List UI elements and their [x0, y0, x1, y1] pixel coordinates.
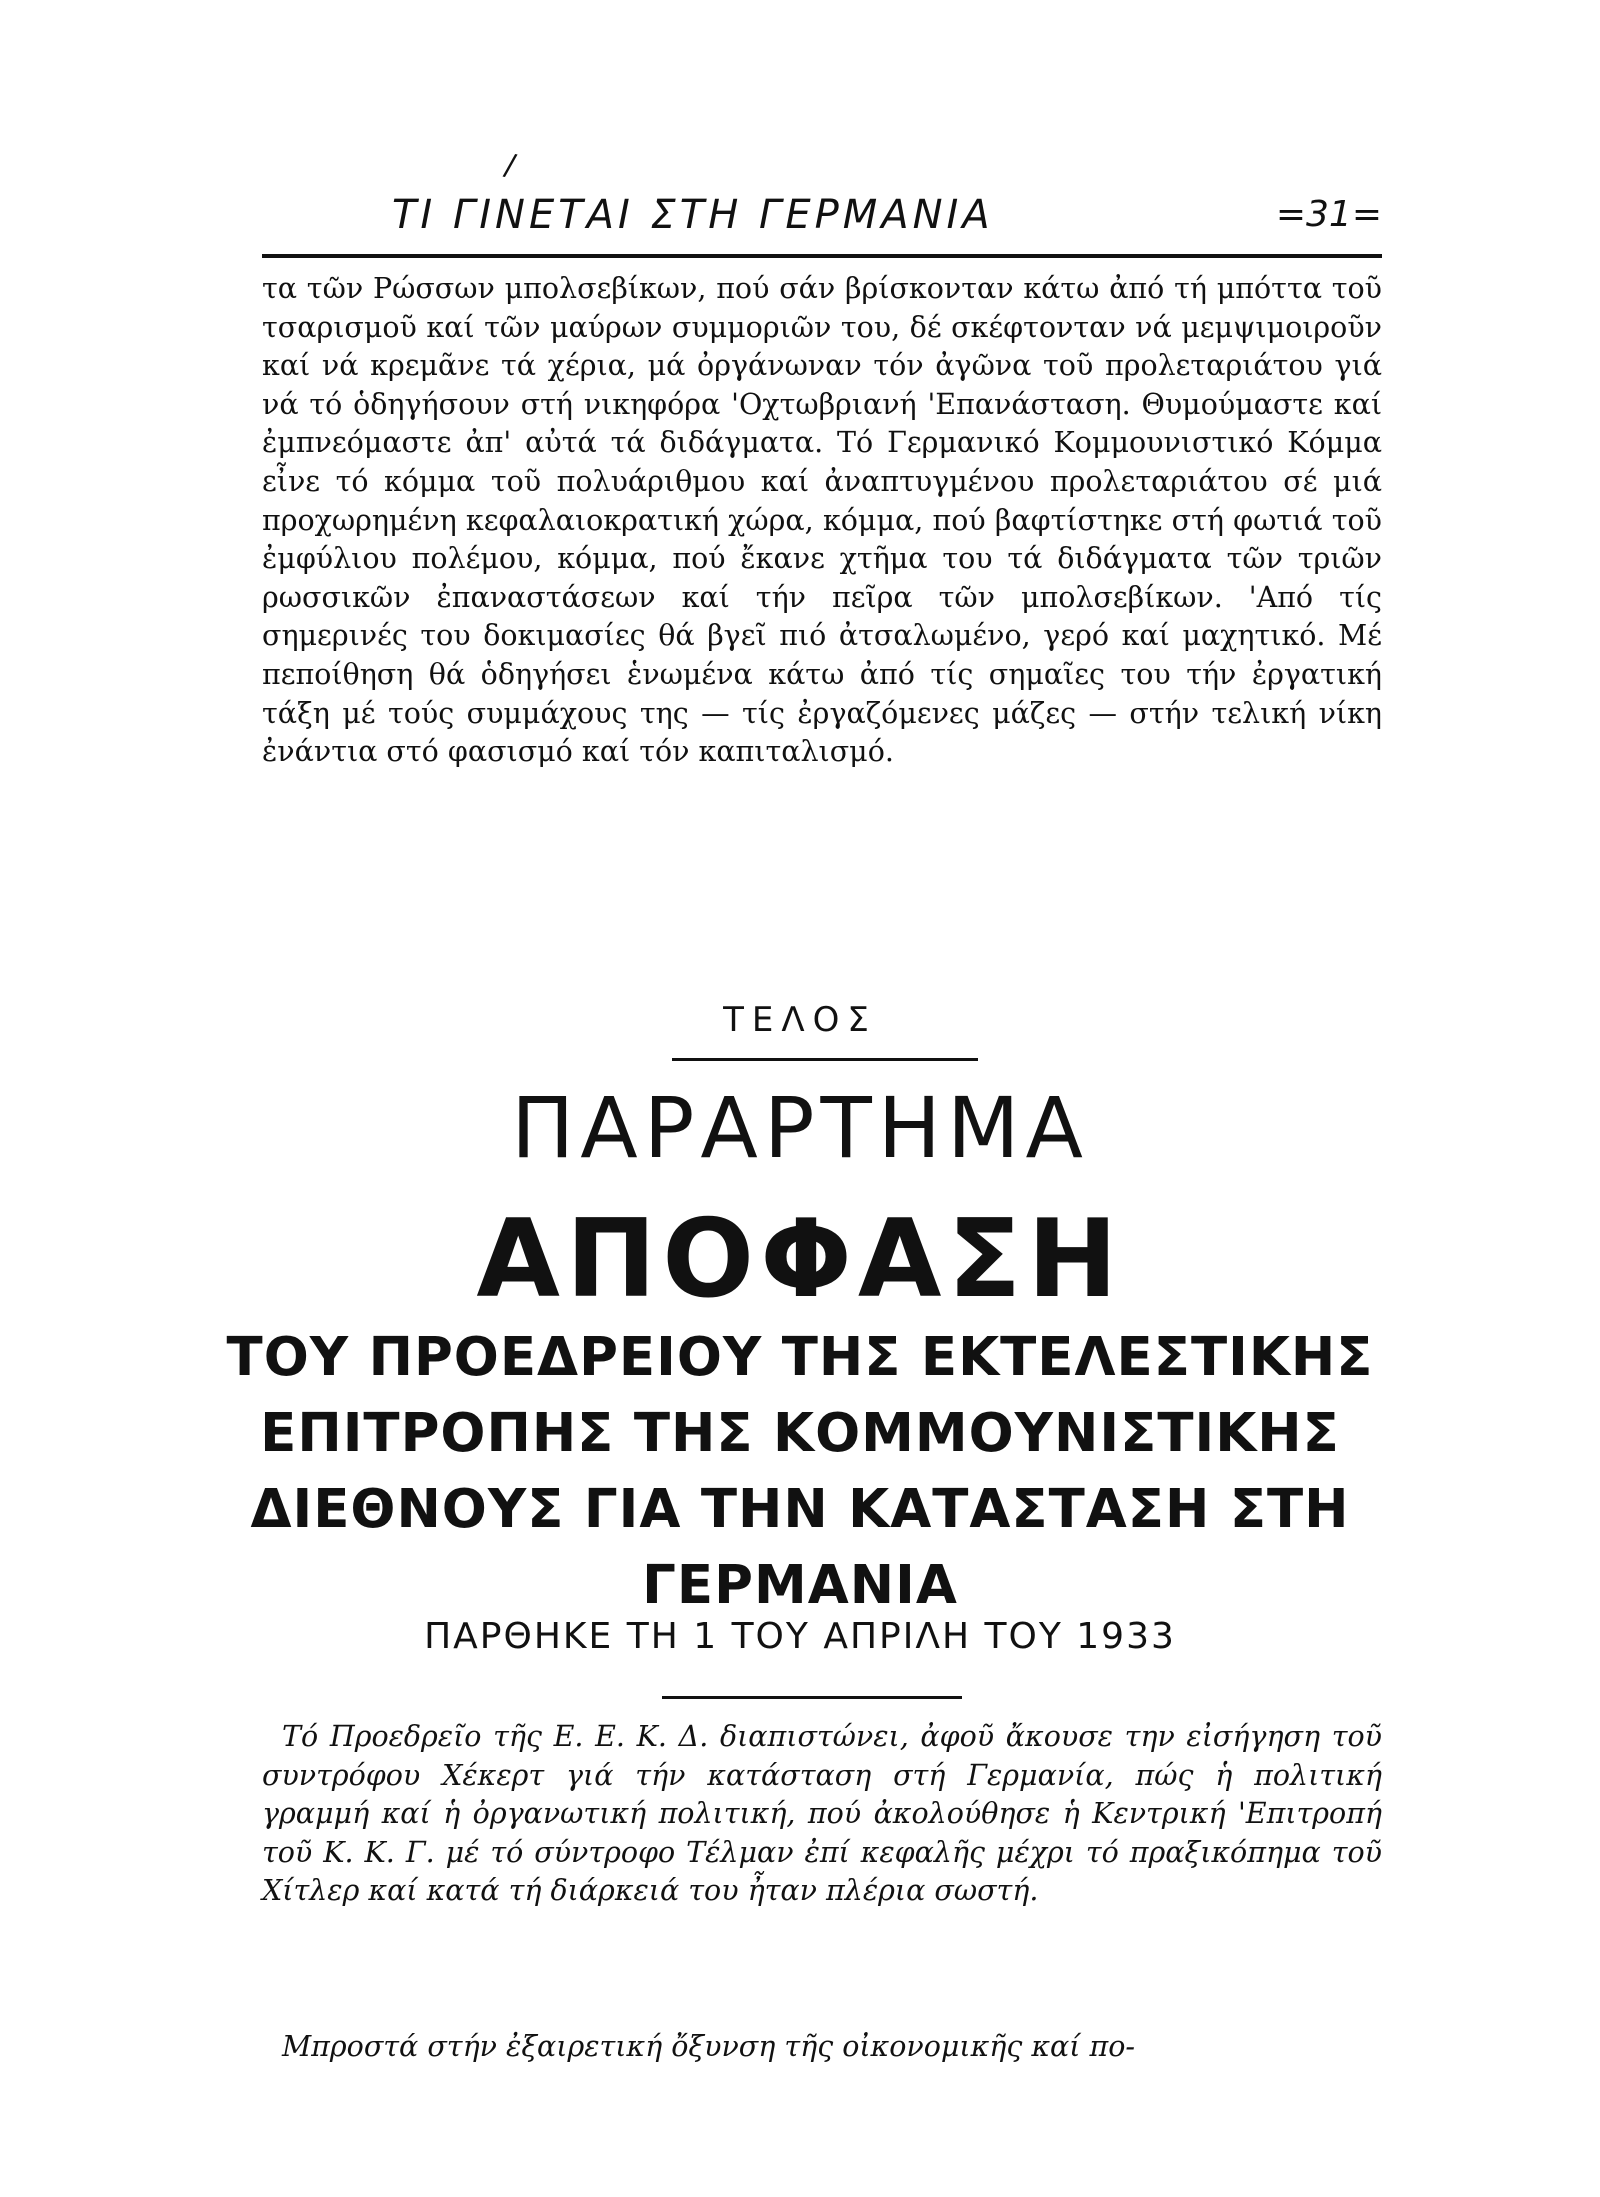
- running-title: ΤΙ ΓΙΝΕΤΑΙ ΣΤΗ ΓΕΡΜΑΝΙΑ: [392, 192, 994, 238]
- divider-rule: [672, 1058, 978, 1061]
- decision-title: ΑΠΟΦΑΣΗ: [476, 1197, 1124, 1322]
- ink-tick-mark: /: [501, 147, 519, 184]
- end-marker: ΤΕΛΟΣ: [723, 1000, 877, 1040]
- decision-subtitle: ΤΟΥ ΠΡΟΕΔΡΕΙΟΥ ΤΗΣ ΕΚΤΕΛΕΣΤΙΚΗΣ ΕΠΙΤΡΟΠΗΣ ΤΗΣ ΚΟΜΜΟΥΝΙΣΤΙΚΗΣ ΔΙΕΘΝΟΥΣ ΓΙΑ ΤΗΝ ΚΑΤΑΣΤΑΣΗ ΣΤΗ ΓΕΡΜΑΝΙΑ: [226, 1327, 1374, 1616]
- page-number: =31=: [1275, 194, 1382, 235]
- adoption-date: ΠΑΡΘΗΚΕ ΤΗ 1 ΤΟΥ ΑΠΡΙΛΗ ΤΟΥ 1933: [424, 1616, 1176, 1657]
- running-header: [262, 192, 1382, 248]
- appendix-title: ΠΑΡΑΡΤΗΜΑ: [511, 1079, 1089, 1177]
- body-paragraph: τα τῶν Ρώσσων μπολσεβίκων, πού σάν βρίσκονταν κάτω ἀπό τή μπόττα τοῦ τσαρισμοῦ καί τῶν μαύρων συμμοριῶν του, δέ σκέφτονταν νά μεμψιμοιροῦν καί νά κρεμᾶνε τά χέρια, μά ὀργάνωναν τόν ἀγῶνα τοῦ προλεταριάτου γιά νά τό ὁδηγήσουν στή νικηφόρα 'Οχτωβριανή 'Επανάσταση. Θυμούμαστε καί ἐμπνεόμαστε ἀπ' αὐτά τά διδάγματα. Τό Γερμανικό Κομμουνιστικό Κόμμα εἶνε τό κόμμα τοῦ πολυάριθμου καί ἀναπτυγμένου προλεταριάτου σέ μιά προχωρημένη κεφαλαιοκρατική χώρα, κόμμα, πού βαφτίστηκε στή φωτιά τοῦ ἐμφύλιου πολέμου, κόμμα, πού ἔκανε χτῆμα του τά διδάγματα τῶν τριῶν ρωσσικῶν ἐπαναστάσεων καί τήν πεῖρα τῶν μπολσεβίκων. 'Από τίς σημερινές του δοκιμασίες θά βγεῖ πιό ἀτσαλωμένο, γερό καί μαχητικό. Μέ πεποίθηση θά ὁδηγήσει ἑνωμένα κάτω ἀπό τίς σημαῖες του τήν ἐργατική τάξη μέ τούς συμμάχους της — τίς ἐργαζόμενες μάζες — στήν τελική νίκη ἐνάντια στό φασισμό καί τόν καπιταλισμό.: [262, 272, 1382, 769]
- divider-rule: [662, 1696, 962, 1699]
- decision-paragraph: Μπροστά στήν ἐξαιρετική ὄξυνση τῆς οἰκονομικῆς καί πο-: [282, 2030, 1136, 2063]
- decision-paragraph: Τό Προεδρεῖο τῆς Ε. Ε. Κ. Δ. διαπιστώνει, ἀφοῦ ἄκουσε την εἰσήγηση τοῦ συντρόφου Χέκερτ γιά τήν κατάσταση στή Γερμανία, πώς ἡ πολιτική γραμμή καί ἡ ὀργανωτική πολιτική, πού ἀκολούθησε ἡ Κεντρική 'Επιτροπή τοῦ Κ. Κ. Γ. μέ τό σύντροφο Τέλμαν ἐπί κεφαλῆς μέχρι τό πραξικόπημα τοῦ Χίτλερ καί κατά τή διάρκειά του ἦταν πλέρια σωστή.: [262, 1720, 1382, 1908]
- header-rule: [262, 254, 1382, 258]
